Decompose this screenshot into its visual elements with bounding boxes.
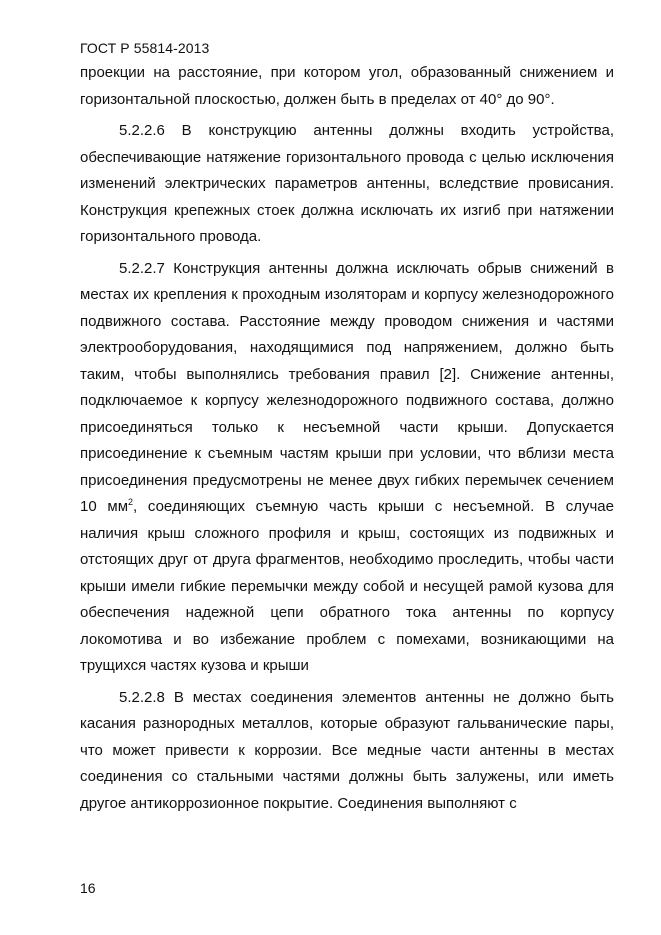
superscript-squared: 2: [128, 497, 134, 507]
paragraph-5-2-2-8: 5.2.2.8 В местах соединения элементов антенны не должно быть касания разнородных металлов, которые образуют гальванические пары, что может привести к коррозии. Все медные части антенны в местах соединения со стальными частями должны быть залужены, или иметь другое антикоррозионное покрытие. Соединения выполняют с: [80, 688, 614, 812]
paragraph-5-2-2-7-text-before: 5.2.2.7 Конструкция антенны должна исключать обрыв снижений в местах их крепления к проходным изоляторам и корпусу железнодорожного подвижного состава. Расстояние между проводом снижения и частями электрооборудования, находящимися под напряжением, должно быть таким, чтобы выполнялись требования правил [2]. Снижение антенны, подключаемое к корпусу железнодорожного подвижного состава, должно присоединяться только к несъемной части крыши. Допускается присоединение к съемным частям крыши при условии, что вблизи места присоединения предусмотрены не менее двух гибких перемычек сечением 10 мм: [80, 259, 614, 515]
document-body: [80, 60, 614, 817]
paragraph-5-2-2-7: [80, 256, 614, 680]
paragraph-continuation: проекции на расстояние, при котором угол, образованный снижением и горизонтальной плоскостью, должен быть в пределах от 40° до 90°.: [80, 64, 614, 108]
paragraph-5-2-2-6: 5.2.2.6 В конструкцию антенны должны входить устройства, обеспечивающие натяжение горизонтального провода с целью исключения изменений электрических параметров антенны, вследствие провисания. Конструкция крепежных стоек должна исключать их изгиб при натяжении горизонтального провода.: [80, 122, 614, 245]
document-header: ГОСТ Р 55814-2013: [80, 40, 210, 56]
page-number: 16: [80, 880, 96, 896]
paragraph-5-2-2-7-text-after: , соединяющих съемную часть крыши с несъемной. В случае наличия крыш сложного профиля и крыш, состоящих из подвижных и отстоящих друг от друга фрагментов, необходимо проследить, чтобы части крыши имели гибкие перемычки между собой и несущей рамой кузова для обеспечения надежной цепи обратного тока антенны по корпусу локомотива и во избежание проблем с помехами, возникающими на трущихся частях кузова и крыши: [80, 498, 614, 674]
